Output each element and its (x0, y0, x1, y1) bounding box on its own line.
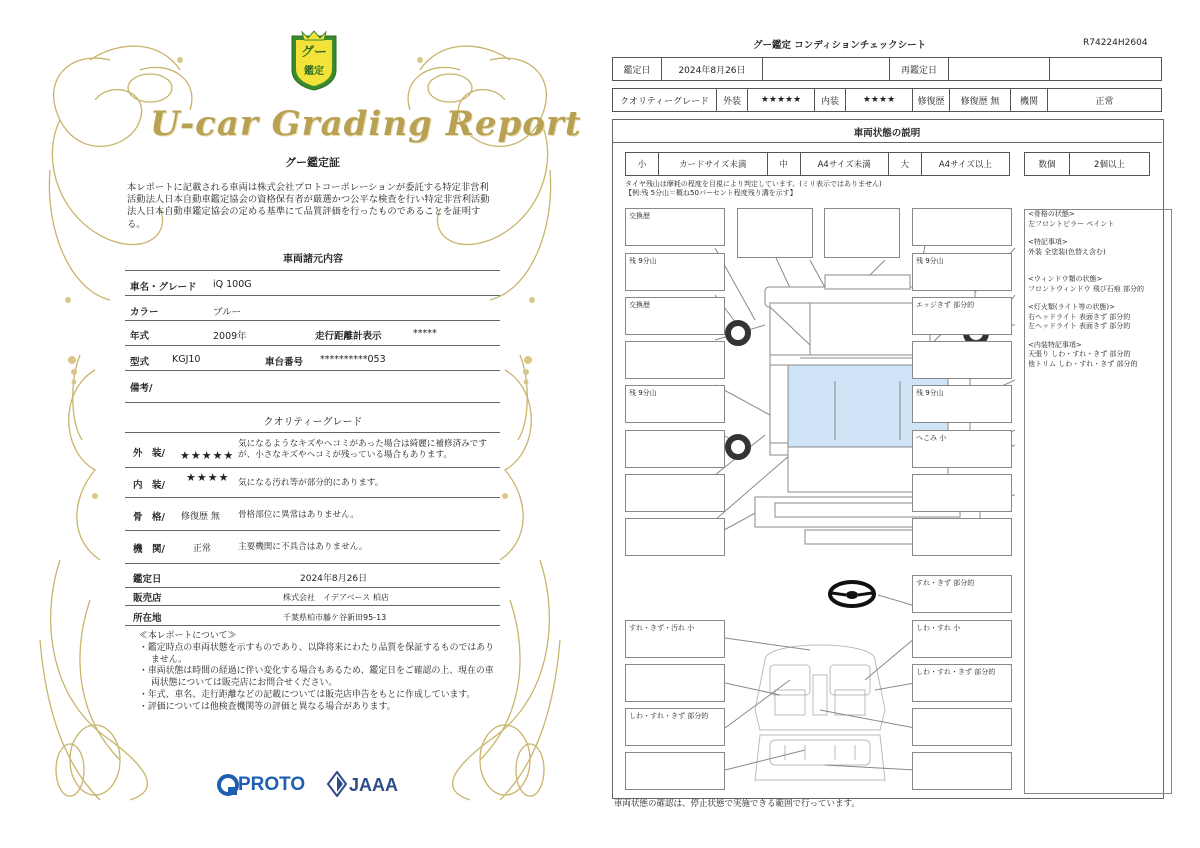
address-value: 千葉県柏市藤ケ谷新田95-13 (283, 613, 387, 622)
grade-label: クオリティーグレード (613, 89, 717, 112)
interior-box-right-4 (912, 752, 1012, 790)
interior-box-left-4 (625, 752, 725, 790)
repair-label: 修復歴 (913, 89, 950, 112)
interior-label: 内 装/ (133, 480, 165, 491)
jaaa-logo-icon (327, 771, 347, 797)
damage-box-top-1 (737, 208, 813, 258)
divider (125, 563, 500, 564)
damage-box-left-6 (625, 430, 725, 468)
damage-box-left-8 (625, 518, 725, 556)
int-stars: ★★★★ (846, 89, 913, 112)
frame-desc: 骨格部位に異常はありません。 (238, 510, 359, 520)
chassis-value: **********053 (320, 354, 386, 365)
model-value: KGJ10 (172, 354, 201, 365)
special-notes-text: 外装 全塗装(色替え含む) (1028, 247, 1106, 256)
jaaa-logo-text: JAAA (349, 775, 399, 795)
interior-desc: 気になる汚れ等が部分的にあります。 (238, 478, 384, 488)
appraisal-date-label: 鑑定日 (613, 58, 662, 81)
interior-stars: ★★★★ (186, 471, 230, 484)
damage-box-top-2 (824, 208, 900, 258)
damage-box-left-5: 残 9分山 (625, 385, 725, 423)
size-legend (625, 152, 1010, 176)
spacer (1025, 294, 1171, 303)
legend-large-desc: A4サイズ以上 (921, 153, 1009, 176)
reappraisal-value (949, 58, 1050, 81)
address-label: 所在地 (133, 613, 162, 624)
special-notes-title: <特記事項> (1028, 238, 1068, 246)
count-legend (1024, 152, 1150, 176)
damage-box-right-2: 残 9分山 (912, 253, 1012, 291)
divider (125, 295, 500, 296)
certificate-title: グー鑑定証 (285, 156, 340, 169)
car-name-label: 車名・グレード (130, 282, 197, 293)
appraisal-date-value: 2024年8月26日 (300, 574, 368, 584)
spacer (1025, 332, 1171, 341)
car-name-value: iQ 100G (213, 279, 252, 290)
divider (125, 370, 500, 371)
notes-title: ≪本レポートについて≫ (139, 631, 237, 641)
appraisal-date-value: 2024年8月26日 (662, 58, 763, 81)
mileage-value: ***** (413, 328, 437, 339)
year-label: 年式 (130, 331, 150, 342)
report-notes (139, 631, 499, 714)
divider (125, 402, 500, 403)
window-status-title: <ウィンドウ類の状態> (1028, 275, 1103, 283)
connector-line (878, 590, 914, 610)
quality-heading: クオリティーグレード (263, 417, 363, 428)
interior-notes-text: 他トリム しわ・すれ・きず 部分的 (1028, 359, 1138, 368)
grade-row (612, 88, 1162, 112)
exterior-label: 外 装/ (133, 448, 165, 459)
chassis-label: 車台番号 (265, 357, 304, 368)
model-label: 型式 (130, 357, 150, 368)
logo-text-goo: グー (300, 45, 327, 60)
divider (125, 432, 500, 433)
car-interior-diagram (725, 620, 915, 790)
legend-count: 数個 (1025, 153, 1070, 176)
notes-item: ・鑑定時点の車両状態を示すものであり、以降将来にわたり品質を保証するものではありません。 (139, 642, 494, 665)
logo-text-kantei: 鑑定 (304, 66, 324, 77)
frame-label: 骨 格/ (133, 512, 165, 523)
ext-stars: ★★★★★ (748, 89, 815, 112)
status-title: 車両状態の説明 (853, 128, 921, 139)
frame-status-text: 左フロントピラー ペイント (1028, 219, 1115, 228)
engine-label: 機 関/ (133, 544, 165, 555)
engine-value: 正常 (1048, 89, 1162, 112)
lights-status-text: 左ヘッドライト 表面きず 部分的 (1028, 322, 1131, 330)
damage-box-right-8 (912, 518, 1012, 556)
interior-box-left-2 (625, 664, 725, 702)
frame-status-title: <骨格の状態> (1028, 210, 1075, 218)
engine-value: 正常 (193, 544, 212, 554)
legend-count-desc: 2個以上 (1070, 153, 1150, 176)
interior-box-left-3: しわ・すれ・きず 部分的 (625, 708, 725, 746)
damage-box-right-6: へこみ 小 (912, 430, 1012, 468)
repair-value: 修復歴 無 (950, 89, 1011, 112)
divider (125, 605, 500, 606)
lights-status-title: <灯火類(ライト等の状態)> (1028, 303, 1115, 311)
sheet-code: R74224H2604 (1083, 38, 1148, 48)
damage-box-right-4 (912, 341, 1012, 379)
sheet-footer: 車両状態の確認は、停止状態で実施できる範囲で行っています。 (614, 799, 860, 809)
legend-mid: 中 (767, 153, 800, 176)
notes-item: ・評価については他検査機関等の評価と異なる場合があります。 (139, 701, 396, 712)
interior-notes-text: 天張り しわ・すれ・きず 部分的 (1028, 350, 1131, 358)
condition-check-sheet (600, 0, 1200, 848)
interior-box-right-2: しわ・すれ・きず 部分的 (912, 664, 1012, 702)
engine-desc: 主要機関に不具合はありません。 (238, 542, 368, 552)
year-value: 2009年 (213, 331, 247, 342)
proto-logo-icon (216, 773, 240, 797)
color-label: カラー (130, 307, 159, 318)
sheet-title: グー鑑定 コンディションチェックシート (753, 40, 927, 51)
spacer (1025, 257, 1171, 266)
blank-cell (1050, 58, 1162, 81)
interior-box-left-1: すれ・きず・汚れ 小 (625, 620, 725, 658)
color-value: ブルー (213, 307, 242, 318)
damage-box-right-1 (912, 208, 1012, 246)
frame-value: 修復歴 無 (181, 512, 220, 522)
divider (125, 467, 500, 468)
damage-box-right-3: エッジきず 部分的 (912, 297, 1012, 335)
damage-box-left-3: 交換歴 (625, 297, 725, 335)
damage-box-right-7 (912, 474, 1012, 512)
divider (125, 345, 500, 346)
engine-label: 機関 (1011, 89, 1048, 112)
proto-logo-text: PROTO (238, 774, 306, 795)
divider (125, 625, 500, 626)
interior-box-right-1: しわ・すれ 小 (912, 620, 1012, 658)
notes-item: ・年式、車名、走行距離などの記載については販売店申告をもとに作成しています。 (139, 689, 476, 700)
notes-item: ・車両状態は時間の経過に伴い変化する場合もあるため、鑑定日をご確認の上、現在の車両状態については販売店にお問合せください。 (139, 666, 494, 689)
date-row (612, 57, 1162, 81)
damage-box-left-7 (625, 474, 725, 512)
spacer (1025, 266, 1171, 275)
certificate-intro: 本レポートに記載される車両は株式会社プロトコーポレーションが委託する特定非営利活動法人日本自動車鑑定協会の資格保有者が厳選かつ公平な検査を行い特定非営利活動法人日本自動車鑑定協会の定める基準にて品質評価を行ったものであることを証明する。 (127, 182, 490, 230)
steering-box: すれ・きず 部分的 (912, 575, 1012, 613)
specs-heading: 車両諸元内容 (283, 254, 343, 265)
legend-large: 大 (888, 153, 921, 176)
interior-box-right-3 (912, 708, 1012, 746)
divider (125, 497, 500, 498)
interior-notes-title: <内装特記事項> (1028, 340, 1082, 349)
spacer (1025, 229, 1171, 238)
blank-cell (763, 58, 890, 81)
legend-small-desc: カードサイズ未満 (659, 153, 768, 176)
window-status-text: フロントウィンドウ 飛び石痕 部分的 (1028, 284, 1145, 293)
reappraisal-label: 再鑑定日 (890, 58, 949, 81)
divider (125, 270, 500, 271)
divider (125, 530, 500, 531)
appraisal-date-label: 鑑定日 (133, 574, 162, 585)
damage-box-left-2: 残 9分山 (625, 253, 725, 291)
lights-status-text: 右ヘッドライト 表面きず 部分的 (1028, 312, 1131, 321)
tire-note: タイヤ残山は摩耗の程度を目視により判定しています。(ミリ表示ではありません) (625, 180, 882, 188)
steering-wheel-icon (826, 578, 878, 610)
ext-label: 外装 (717, 89, 748, 112)
report-script-title: U-car Grading Report (150, 104, 582, 144)
remarks-label: 備考/ (130, 383, 153, 394)
goo-appraisal-logo-icon (286, 30, 342, 92)
damage-box-left-4 (625, 341, 725, 379)
int-label: 内装 (815, 89, 846, 112)
exterior-stars: ★★★★★ (180, 449, 235, 462)
shop-value: 株式会社 イデアベース 柏店 (283, 593, 389, 602)
divider (125, 587, 500, 588)
legend-small: 小 (626, 153, 659, 176)
exterior-desc: 気になるようなキズやヘコミがあった場合は綺麗に補修済みですが、小さなキズやヘコミが残っている場合もあります。 (238, 439, 487, 460)
damage-box-left-1: 交換歴 (625, 208, 725, 246)
damage-box-right-5: 残 9分山 (912, 385, 1012, 423)
legend-mid-desc: A4サイズ未満 (800, 153, 888, 176)
divider (125, 320, 500, 321)
shop-label: 販売店 (133, 593, 162, 604)
tire-example: 【例:残 5分山＝概ね50パーセント程度残り溝を示す】 (625, 189, 797, 197)
remarks-panel (1024, 209, 1172, 794)
mileage-label: 走行距離計表示 (315, 331, 382, 342)
